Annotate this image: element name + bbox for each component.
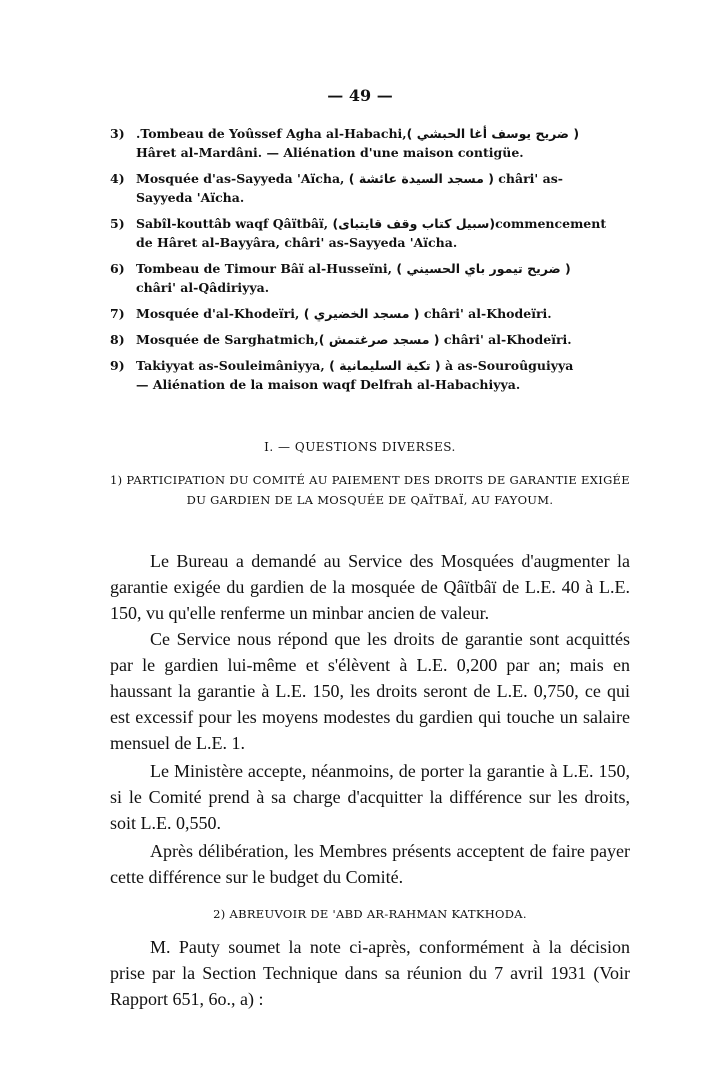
item-text: Takiyyat as-Souleimâniyya,	[136, 358, 325, 373]
item-after: à as-Souroûguiyya	[444, 358, 574, 373]
item-arabic: ( مسجد السيدة عائشة )	[348, 171, 494, 186]
paragraph: Ce Service nous répond que les droits de garantie sont acquittés par le gardien lui-même et s'élèvent à L.E. 0,200 par an; mais en haussant la garantie à L.E. 150, les droits seront de L.E. 0,750, ce qui est excessif pour les moyens modestes du gardien qui touche un salaire mensuel de L.E. 1.	[110, 629, 630, 753]
item-text: Mosquée d'al-Khodeïri,	[136, 306, 300, 321]
list-item	[110, 259, 630, 297]
section-heading: I. — QUESTIONS DIVERSES.	[264, 440, 456, 454]
item-number: 9)	[110, 358, 125, 373]
page-number: — 49 —	[327, 86, 393, 105]
item-number: 6)	[110, 261, 125, 276]
item-continuation: Hâret al-Mardâni. — Aliénation d'une maison contigüe.	[136, 145, 524, 160]
monument-list	[110, 124, 630, 401]
item-after: châri' al-Khodeïri.	[423, 306, 552, 321]
list-item	[110, 124, 630, 162]
item-arabic: ( تكية السليمانية )	[329, 358, 441, 373]
list-item	[110, 330, 630, 349]
item-arabic: ( ضريح تيمور باي الحسيني )	[396, 261, 571, 276]
item-after: commencement	[495, 216, 607, 231]
list-item	[110, 356, 630, 394]
item-continuation: — Aliénation de la maison waqf Delfrah al-Habachiyya.	[136, 377, 521, 392]
list-item	[110, 169, 630, 207]
item-text: Mosquée de Sarghatmich,	[136, 332, 319, 347]
item-arabic: (سبيل كتاب وقف قايتباى)	[332, 216, 496, 231]
subheading-participation: 1) PARTICIPATION DU COMITÉ AU PAIEMENT DES DROITS DE GARANTIE EXIGÉE DU GARDIEN DE LA MOSQUÉE DE QAÏTBAÏ, AU FAYOUM.	[110, 473, 630, 507]
item-continuation: châri' al-Qâdiriyya.	[136, 280, 270, 295]
item-arabic: ( مسجد صرغتمش )	[318, 332, 440, 347]
item-after: châri' as-	[498, 171, 563, 186]
item-arabic: ( مسجد الخضيري )	[303, 306, 420, 321]
item-number: 5)	[110, 216, 125, 231]
item-text: .Tombeau de Yoûssef Agha al-Habachi,	[136, 126, 407, 141]
subheading-abreuvoir: 2) ABREUVOIR DE 'ABD AR-RAHMAN KATKHODA.	[213, 907, 527, 921]
item-continuation: de Hâret al-Bayyâra, châri' as-Sayyeda 'Aïcha.	[136, 235, 458, 250]
list-item	[110, 304, 630, 323]
item-number: 7)	[110, 306, 125, 321]
item-number: 8)	[110, 332, 125, 347]
paragraph: Après délibération, les Membres présents acceptent de faire payer cette différence sur le budget du Comité.	[110, 841, 630, 887]
item-number: 4)	[110, 171, 125, 186]
paragraph: Le Bureau a demandé au Service des Mosquées d'augmenter la garantie exigée du gardien de la mosquée de Qâïtbâï de L.E. 40 à L.E. 150, vu qu'elle renferme un minbar ancien de valeur.	[110, 551, 630, 623]
list-item	[110, 214, 630, 252]
paragraph: Le Ministère accepte, néanmoins, de porter la garantie à L.E. 150, si le Comité prend à sa charge d'acquitter la différence sur les droits, soit L.E. 0,550.	[110, 761, 630, 833]
item-after: châri' al-Khodeïri.	[443, 332, 572, 347]
item-text: Mosquée d'as-Sayyeda 'Aïcha,	[136, 171, 345, 186]
item-number: 3)	[110, 126, 125, 141]
paragraph: M. Pauty soumet la note ci-après, conformément à la décision prise par la Section Technique dans sa réunion du 7 avril 1931 (Voir Rapport 651, 6o., a) :	[110, 937, 630, 1009]
item-text: Tombeau de Timour Bâï al-Husseïni,	[136, 261, 393, 276]
item-arabic: ( ضريح يوسف أغا الحبشي )	[406, 126, 580, 141]
item-continuation: Sayyeda 'Aïcha.	[136, 190, 245, 205]
item-text: Sabîl-kouttâb waqf Qâïtbâï,	[136, 216, 329, 231]
